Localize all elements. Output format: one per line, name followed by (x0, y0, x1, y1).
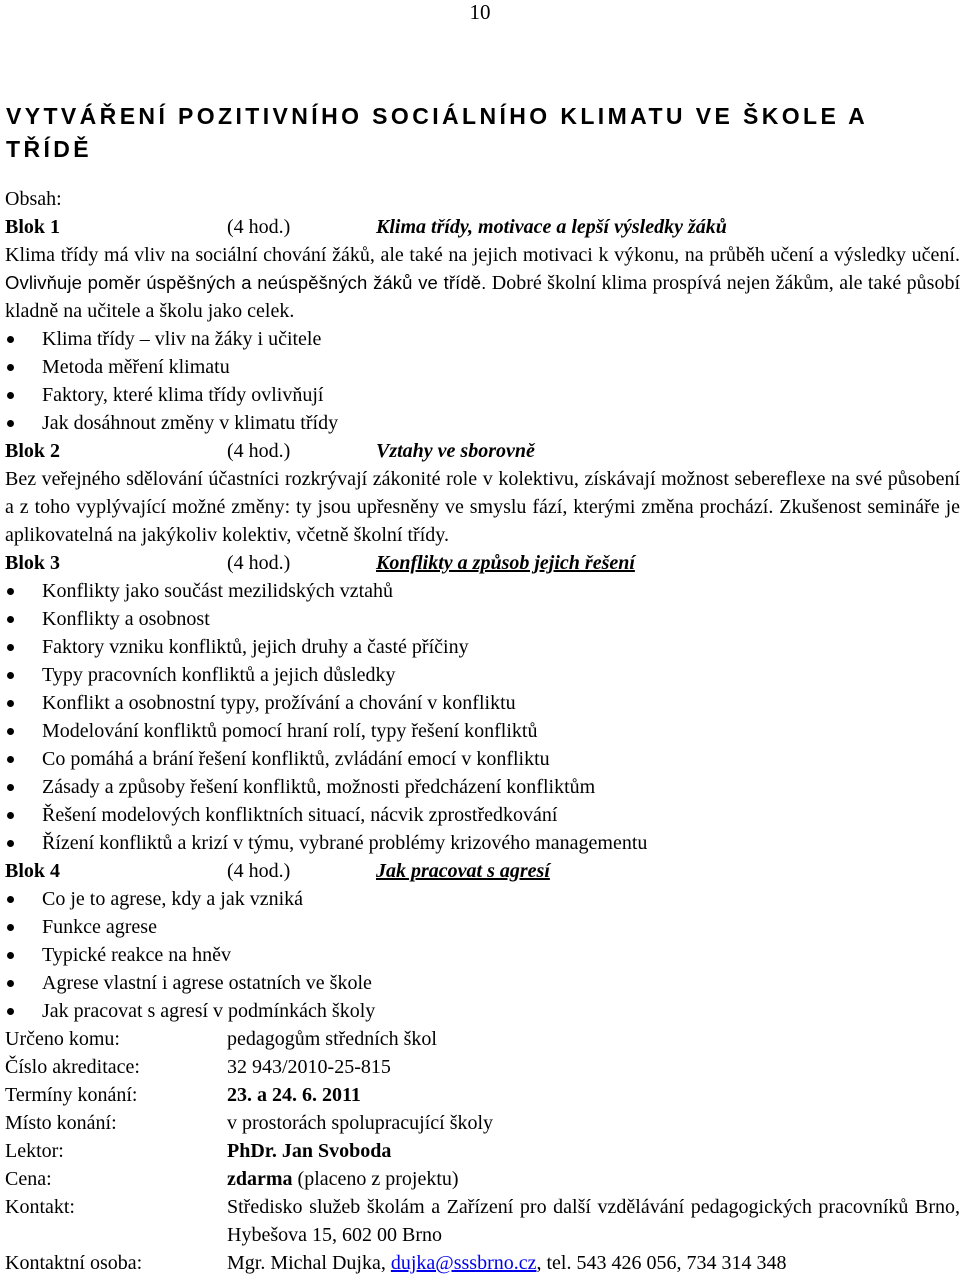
block-4-list (5, 885, 960, 1025)
block-3-hours: (4 hod.) (227, 552, 291, 574)
bullet-icon (7, 644, 14, 651)
list-item: Jak dosáhnout změny v klimatu třídy (5, 409, 960, 437)
list-item: Konflikt a osobnostní typy, prožívání a chování v konfliktu (5, 689, 960, 717)
block-1-name: Blok 1 (5, 216, 61, 238)
block-3-list (5, 577, 960, 857)
list-item: Co je to agrese, kdy a jak vzniká (5, 885, 960, 913)
info-cena: Cena: zdarma (placeno z projektu) (5, 1168, 459, 1190)
price-value: zdarma (227, 1168, 293, 1190)
info-urceno: Určeno komu: pedagogům středních škol (5, 1028, 437, 1050)
contact-person-name: Mgr. Michal Dujka, (227, 1252, 386, 1274)
list-item: Co pomáhá a brání řešení konfliktů, zvládání emocí v konfliktu (5, 745, 960, 773)
bullet-icon (7, 728, 14, 735)
block-2-hours: (4 hod.) (227, 440, 291, 462)
block-1-desc-3: Dobré školní klima prospívá nejen žákům, ale také působí kladně na učitele a školu jako celek. (5, 272, 960, 322)
bullet-icon (7, 392, 14, 399)
list-item: Faktory, které klima třídy ovlivňují (5, 381, 960, 409)
info-kontakt: Kontakt: Středisko služeb školám a Zařízení pro další vzdělávání pedagogických pracovníků Brno, Hybešova 15, 602 00 Brno (5, 1196, 960, 1246)
info-lektor: Lektor: PhDr. Jan Svoboda (5, 1140, 392, 1162)
block-1-header (5, 213, 960, 241)
list-item: Typy pracovních konfliktů a jejich důsledky (5, 661, 960, 689)
bullet-icon (7, 1008, 14, 1015)
email-link[interactable]: dujka@sssbrno.cz (390, 1252, 537, 1274)
list-item: Faktory vzniku konfliktů, jejich druhy a časté příčiny (5, 633, 960, 661)
list-item: Metoda měření klimatu (5, 353, 960, 381)
block-2-header (5, 437, 960, 465)
info-kontaktni-osoba: Kontaktní osoba: Mgr. Michal Dujka, dujka@sssbrno.cz, tel. 543 426 056, 734 314 348 (5, 1252, 787, 1274)
block-2-description: Bez veřejného sdělování účastníci rozkrývají zákonité role v kolektivu, získávají možnost sebereflexe na své působení a z toho vyplývající možné změny: ty jsou upřesněny ve smyslu fází, kterými změna prochází. Zkušenost semináře je aplikovatelná na jakýkoliv kolektiv, včetně školní třídy. (5, 468, 960, 546)
block-3-header (5, 549, 960, 577)
obsah-label: Obsah: (5, 188, 62, 210)
info-misto: Místo konání: v prostorách spolupracující školy (5, 1112, 494, 1134)
bullet-icon (7, 840, 14, 847)
list-item: Agrese vlastní i agrese ostatních ve škole (5, 969, 960, 997)
bullet-icon (7, 420, 14, 427)
bullet-icon (7, 336, 14, 343)
info-terminy: Termíny konání: 23. a 24. 6. 2011 (5, 1084, 361, 1106)
block-1-list (5, 325, 960, 437)
block-1-desc-2: Ovlivňuje poměr úspěšných a neúspěšných žáků ve třídě. (5, 272, 487, 293)
block-4-title: Jak pracovat s agresí (376, 860, 550, 882)
info-akreditace: Číslo akreditace: 32 943/2010-25-815 (5, 1056, 391, 1078)
bullet-icon (7, 896, 14, 903)
list-item: Řešení modelových konfliktních situací, nácvik zprostředkování (5, 801, 960, 829)
document-body (5, 185, 960, 1277)
page-number: 10 (469, 0, 491, 24)
contact-phone: , tel. 543 426 056, 734 314 348 (536, 1252, 787, 1274)
block-4-header (5, 857, 960, 885)
bullet-icon (7, 700, 14, 707)
block-1-desc-1: Klima třídy má vliv na sociální chování žáků, ale také na jejich motivaci k výkonu, na průběh učení a výsledky učení. (5, 244, 960, 266)
block-1-hours: (4 hod.) (227, 216, 291, 238)
block-4-hours: (4 hod.) (227, 860, 291, 882)
block-1-description (5, 241, 960, 325)
list-item: Klima třídy – vliv na žáky i učitele (5, 325, 960, 353)
bullet-icon (7, 812, 14, 819)
bullet-icon (7, 672, 14, 679)
block-3-name: Blok 3 (5, 552, 61, 574)
bullet-icon (7, 616, 14, 623)
block-4-name: Blok 4 (5, 860, 61, 882)
list-item: Zásady a způsoby řešení konfliktů, možnosti předcházení konfliktům (5, 773, 960, 801)
bullet-icon (7, 924, 14, 931)
list-item: Modelování konfliktů pomocí hraní rolí, typy řešení konfliktů (5, 717, 960, 745)
bullet-icon (7, 756, 14, 763)
bullet-icon (7, 588, 14, 595)
list-item: Jak pracovat s agresí v podmínkách školy (5, 997, 960, 1025)
list-item: Konflikty jako součást mezilidských vztahů (5, 577, 960, 605)
block-2-title: Vztahy ve sborovně (376, 440, 535, 462)
block-2-name: Blok 2 (5, 440, 61, 462)
price-note: (placeno z projektu) (292, 1168, 459, 1190)
list-item: Konflikty a osobnost (5, 605, 960, 633)
bullet-icon (7, 952, 14, 959)
list-item: Řízení konfliktů a krizí v týmu, vybrané problémy krizového managementu (5, 829, 960, 857)
page-title: VYTVÁŘENÍ POZITIVNÍHO SOCIÁLNÍHO KLIMATU VE ŠKOLE A TŘÍDĚ (6, 103, 868, 162)
bullet-icon (7, 784, 14, 791)
block-3-title: Konflikty a způsob jejich řešení (376, 552, 635, 574)
list-item: Typické reakce na hněv (5, 941, 960, 969)
list-item: Funkce agrese (5, 913, 960, 941)
bullet-icon (7, 364, 14, 371)
block-1-title: Klima třídy, motivace a lepší výsledky žáků (376, 216, 727, 238)
bullet-icon (7, 980, 14, 987)
